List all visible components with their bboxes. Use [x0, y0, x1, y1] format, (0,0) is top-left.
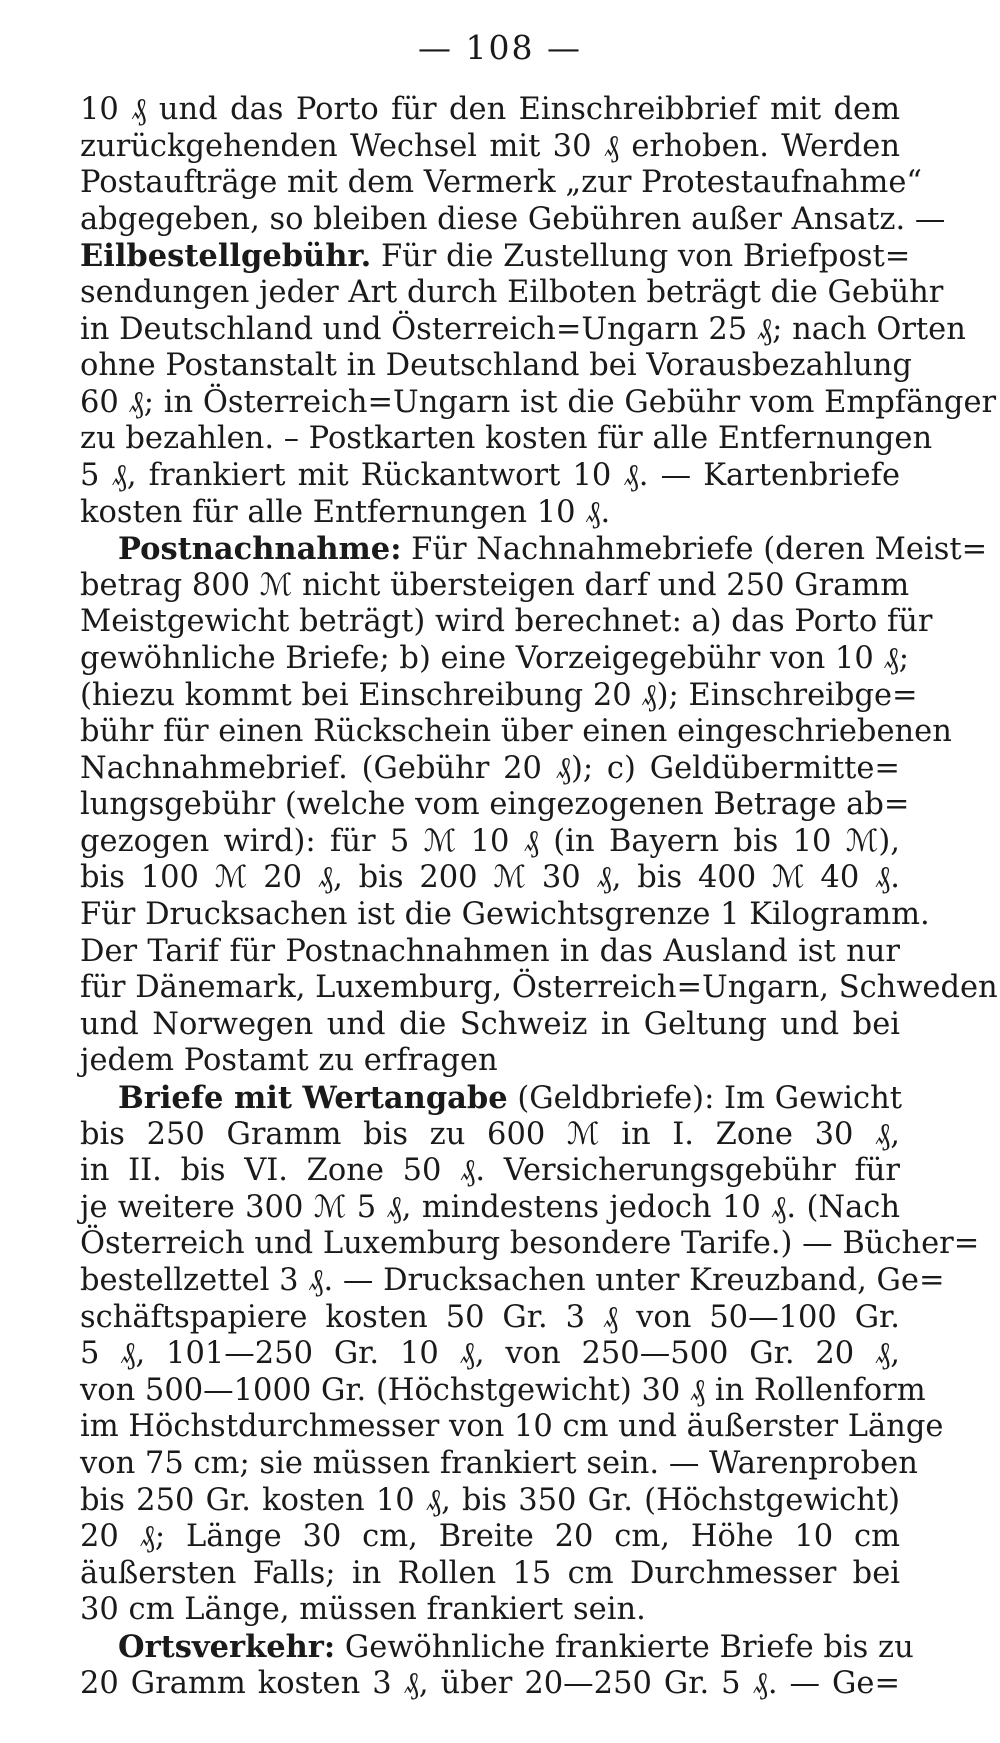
text-line: zurückgehenden Wechsel mit 30 ₰ erhoben. Werden	[80, 128, 900, 164]
text-line: schäftspapiere kosten 50 Gr. 3 ₰ von 50—100 Gr.	[80, 1299, 900, 1335]
text-line: bis 100 ℳ 20 ₰, bis 200 ℳ 30 ₰, bis 400 ℳ 40 ₰.	[80, 860, 900, 896]
text-line: im Höchstdurchmesser von 10 cm und äußerster Länge	[80, 1409, 944, 1445]
text-line: ohne Postanstalt in Deutschland bei Vorausbezahlung	[80, 348, 912, 384]
section-heading: Eilbestellgebühr.	[80, 238, 372, 275]
text-line: sendungen jeder Art durch Eilboten beträgt die Gebühr	[80, 274, 944, 310]
text-line: 60 ₰; in Österreich=Ungarn ist die Gebühr vom Empfänger	[80, 384, 997, 420]
text-line: in Deutschland und Österreich=Ungarn 25 ₰; nach Orten	[80, 311, 966, 347]
text-line: bis 250 Gr. kosten 10 ₰, bis 350 Gr. (Höchstgewicht)	[80, 1482, 900, 1518]
text-line: 20 ₰; Länge 30 cm, Breite 20 cm, Höhe 10 cm	[80, 1519, 900, 1555]
text-line: bis 250 Gramm bis zu 600 ℳ in I. Zone 30 ₰,	[80, 1116, 900, 1152]
text-span: Gewöhnliche frankierte Briefe bis zu	[344, 1629, 914, 1665]
text-line: betrag 800 ℳ nicht übersteigen darf und 250 Gramm	[80, 567, 910, 603]
text-line: Nachnahmebrief. (Gebühr 20 ₰); c) Geldübermitte=	[80, 750, 900, 786]
text-line: gewöhnliche Briefe; b) eine Vorzeigegebühr von 10 ₰;	[80, 640, 909, 676]
text-line	[80, 238, 911, 275]
text-line: in II. bis VI. Zone 50 ₰. Versicherungsgebühr für	[80, 1153, 900, 1189]
body-text	[80, 92, 998, 1702]
section-heading: Ortsverkehr:	[118, 1628, 336, 1665]
text-line	[80, 1080, 900, 1117]
text-span: Für die Zustellung von Briefpost=	[381, 239, 911, 275]
text-line: Österreich und Luxemburg besondere Tarife.) — Bücher=	[80, 1226, 980, 1262]
text-line: kosten für alle Entfernungen 10 ₰.	[80, 494, 611, 530]
text-line: Postaufträge mit dem Vermerk „zur Protestaufnahme“	[80, 165, 922, 201]
text-line: 10 ₰ und das Porto für den Einschreibbrief mit dem	[80, 92, 900, 127]
text-line: je weitere 300 ℳ 5 ₰, mindestens jedoch 10 ₰. (Nach	[80, 1189, 900, 1225]
text-line: zu bezahlen. – Postkarten kosten für alle Entfernungen	[80, 421, 933, 457]
text-line: äußersten Falls; in Rollen 15 cm Durchmesser bei	[80, 1555, 900, 1591]
text-line: bühr für einen Rückschein über einen eingeschriebenen	[80, 714, 952, 750]
text-span: (Geldbriefe): Im Gewicht	[517, 1081, 902, 1117]
text-line: 5 ₰, 101—250 Gr. 10 ₰, von 250—500 Gr. 20 ₰,	[80, 1336, 900, 1372]
text-line: 30 cm Länge, müssen frankiert sein.	[80, 1592, 646, 1628]
text-line: abgegeben, so bleiben diese Gebühren außer Ansatz. —	[80, 201, 946, 237]
text-line: lungsgebühr (welche vom eingezogenen Betrage ab=	[80, 787, 910, 823]
text-line: 5 ₰, frankiert mit Rückantwort 10 ₰. — Kartenbriefe	[80, 457, 900, 493]
text-line: (hiezu kommt bei Einschreibung 20 ₰); Einschreibge=	[80, 677, 918, 713]
text-line: gezogen wird): für 5 ℳ 10 ₰ (in Bayern bis 10 ℳ),	[80, 823, 900, 859]
text-line: jedem Postamt zu erfragen	[80, 1043, 498, 1079]
section-heading: Briefe mit Wertangabe	[118, 1080, 508, 1117]
text-line: Der Tarif für Postnachnahmen in das Ausland ist nur	[80, 933, 900, 969]
text-line: 20 Gramm kosten 3 ₰, über 20—250 Gr. 5 ₰. — Ge=	[80, 1665, 900, 1701]
text-line: Meistgewicht beträgt) wird berechnet: a) das Porto für	[80, 604, 933, 640]
text-span: Für Nachnahmebriefe (deren Meist=	[411, 532, 988, 568]
text-line: und Norwegen und die Schweiz in Geltung und bei	[80, 1006, 900, 1042]
text-line: von 500—1000 Gr. (Höchstgewicht) 30 ₰ in Rollenform	[80, 1372, 926, 1408]
page-number: — 108 —	[418, 28, 582, 67]
text-line	[80, 531, 988, 568]
text-line: von 75 cm; sie müssen frankiert sein. — Warenproben	[80, 1445, 918, 1481]
text-line	[80, 1628, 914, 1666]
text-line: Für Drucksachen ist die Gewichtsgrenze 1 Kilogramm.	[80, 897, 930, 933]
section-heading: Postnachnahme:	[118, 531, 402, 568]
text-line: bestellzettel 3 ₰. — Drucksachen unter Kreuzband, Ge=	[80, 1263, 945, 1298]
text-line: für Dänemark, Luxemburg, Österreich=Ungarn, Schweden	[80, 970, 998, 1006]
